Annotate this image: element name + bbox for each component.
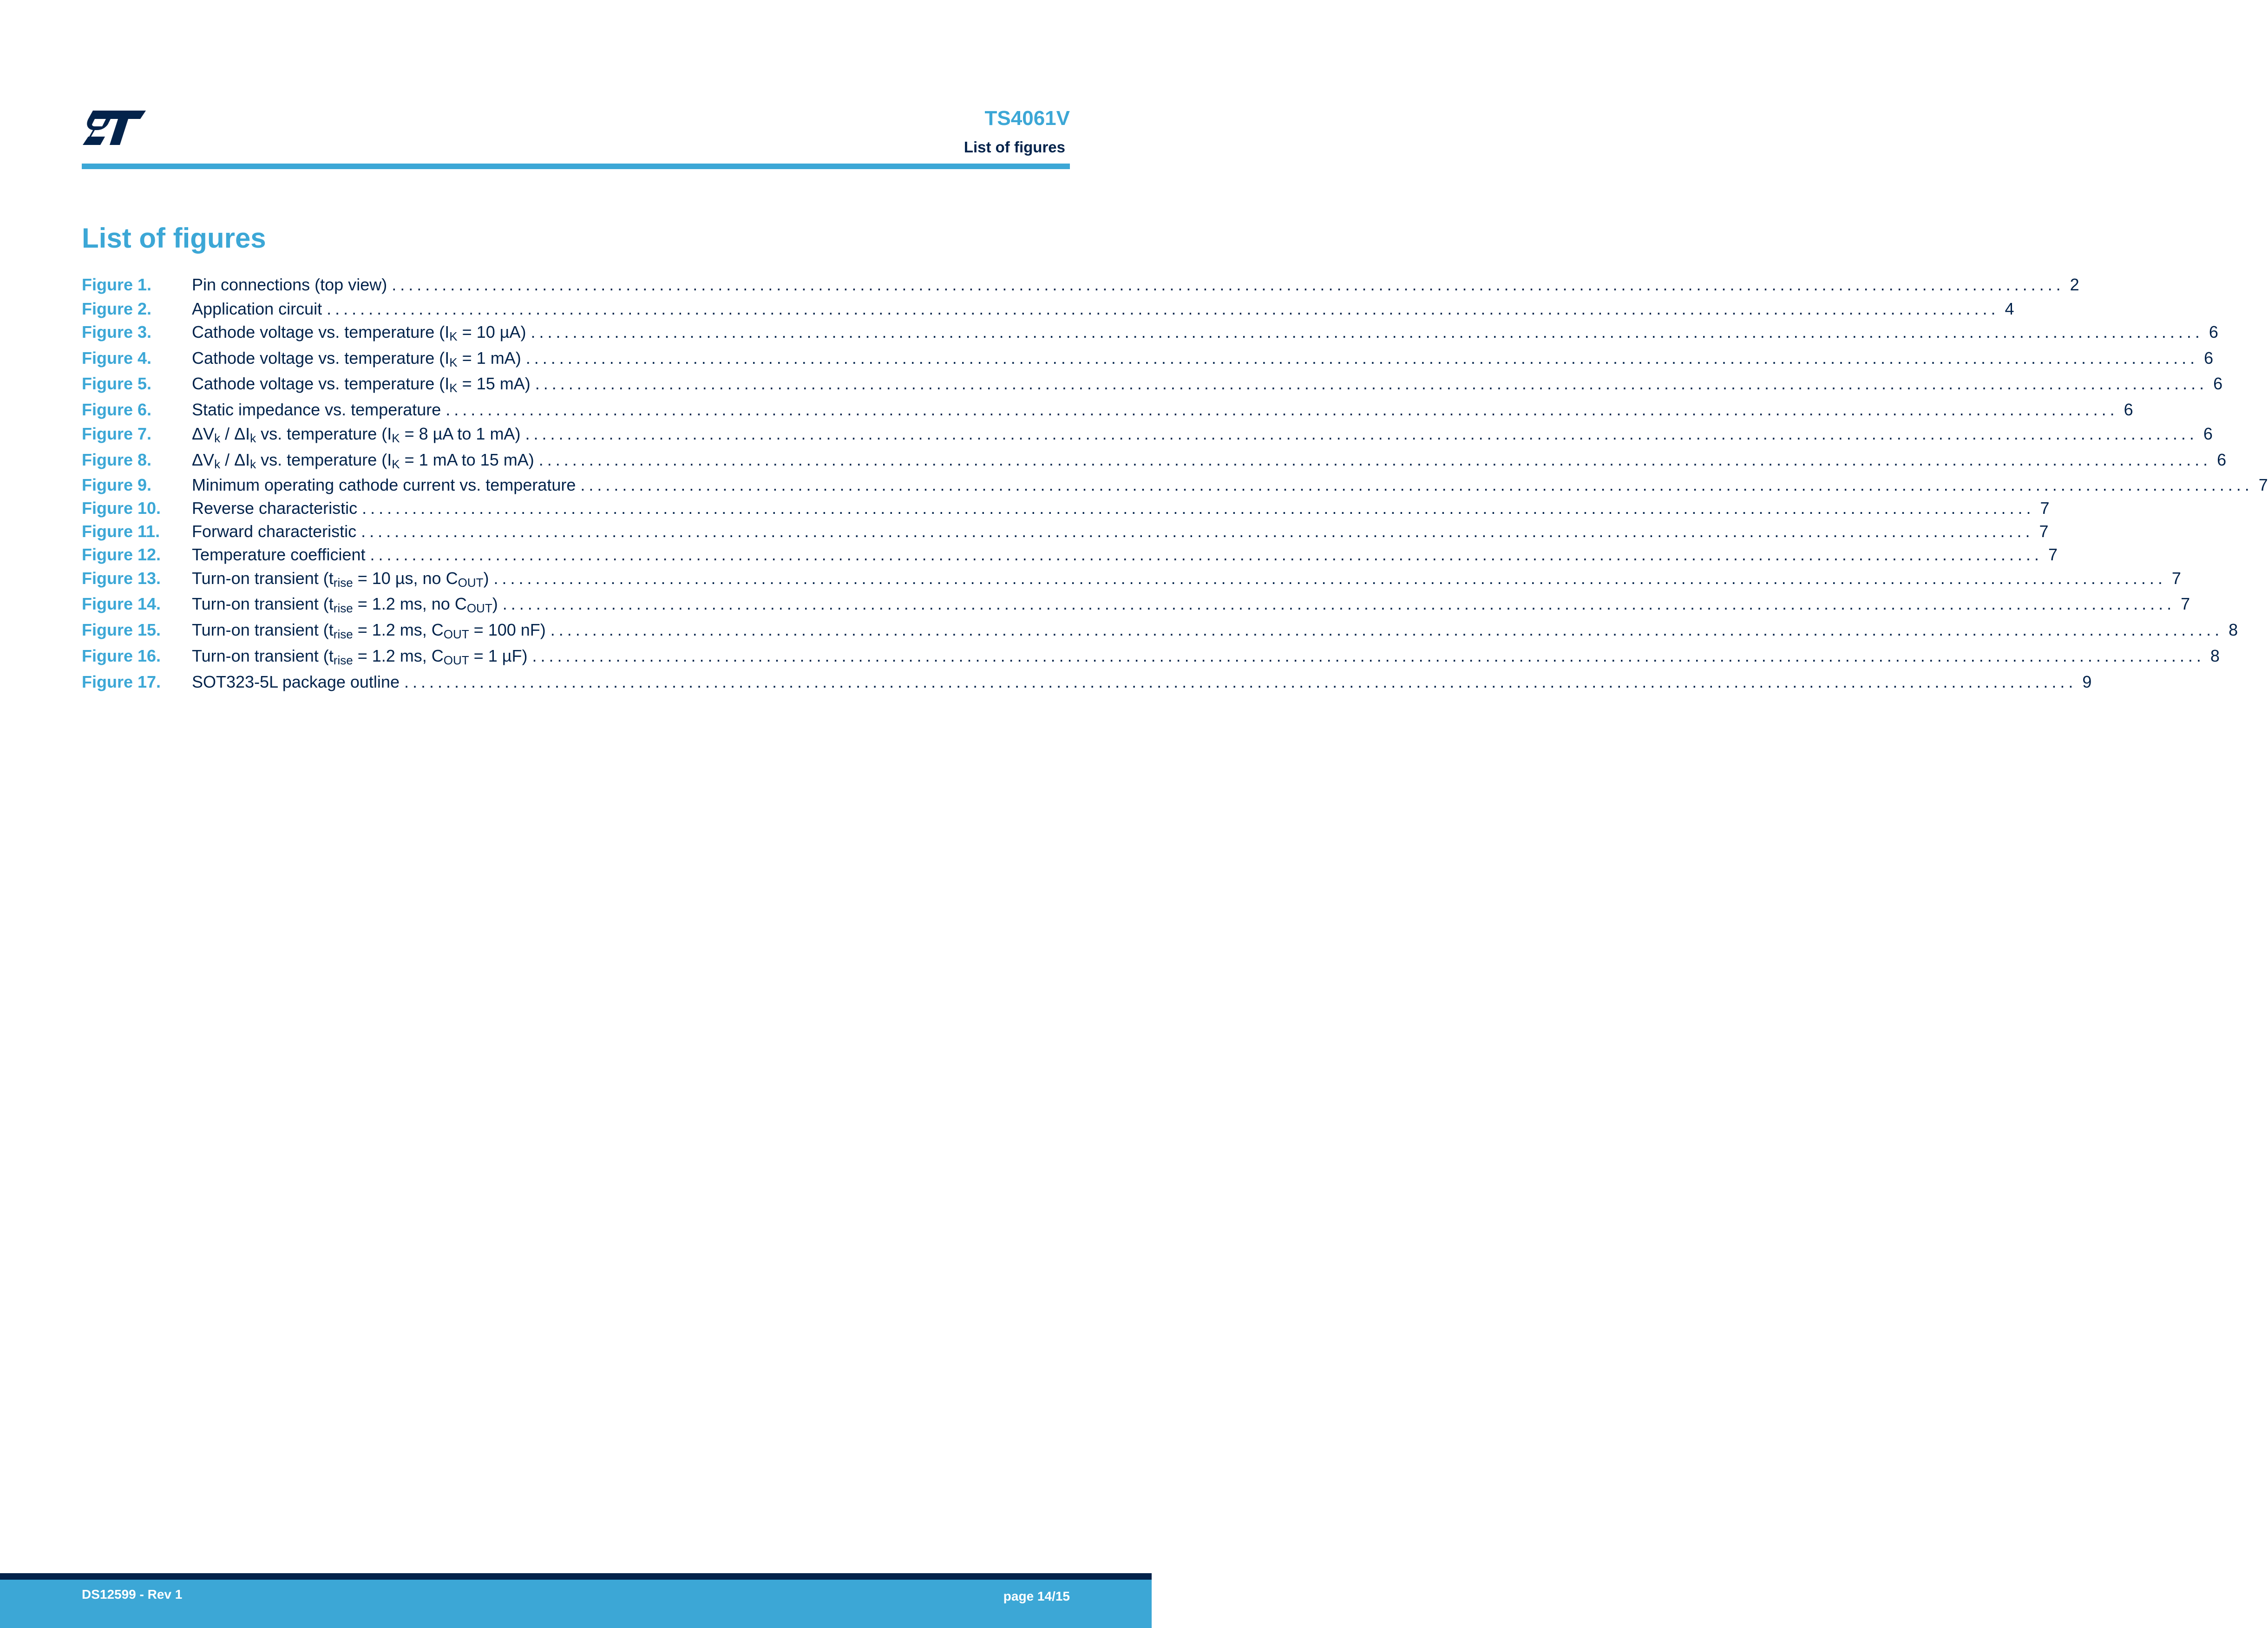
title-text: Reverse characteristic (192, 499, 358, 518)
figure-title[interactable] (192, 475, 576, 495)
section-title: List of figures (964, 138, 1065, 156)
figure-entry[interactable] (82, 400, 2133, 423)
figure-number[interactable]: Figure 3. (82, 322, 152, 341)
figure-title[interactable] (192, 374, 531, 394)
dot-leader: ........................................................................................................................................................................................................ (327, 299, 1999, 318)
title-text: = 10 µA) (457, 322, 526, 341)
title-subscript: OUT (443, 627, 469, 641)
figure-entry[interactable] (82, 499, 2050, 522)
figure-number[interactable]: Figure 17. (82, 672, 161, 691)
figure-number[interactable]: Figure 10. (82, 499, 161, 518)
dot-leader: ........................................................................................................................................................................................................ (502, 594, 2176, 613)
figure-entry[interactable] (82, 450, 2227, 473)
figure-entry[interactable] (82, 299, 2014, 322)
st-logo (82, 110, 148, 146)
title-text: Turn-on transient (t (192, 594, 334, 613)
title-subscript: OUT (458, 576, 484, 590)
title-subscript: OUT (443, 653, 469, 667)
title-text: Forward characteristic (192, 522, 357, 541)
title-subscript: rise (333, 576, 353, 590)
figure-page-number[interactable]: 7 (2039, 522, 2049, 541)
dot-leader: ........................................................................................................................................................................................................ (532, 646, 2205, 665)
header-rule (82, 164, 1070, 169)
title-text: Cathode voltage vs. temperature (I (192, 322, 450, 341)
title-subscript: K (392, 457, 400, 471)
title-text: Static impedance vs. temperature (192, 400, 441, 419)
figure-entry[interactable] (82, 569, 2181, 592)
figure-page-number[interactable]: 7 (2171, 569, 2181, 588)
figure-page-number[interactable]: 2 (2070, 275, 2079, 294)
title-subscript: rise (333, 601, 353, 615)
figure-entry[interactable] (82, 594, 2190, 617)
dot-leader: ........................................................................................................................................................................................................ (580, 475, 2253, 494)
figure-number[interactable]: Figure 4. (82, 348, 152, 368)
title-text: = 8 µA to 1 mA) (400, 424, 521, 443)
figure-number[interactable]: Figure 5. (82, 374, 152, 393)
title-subscript: K (392, 431, 400, 445)
dot-leader: ........................................................................................................................................................................................................ (361, 522, 2034, 541)
footer-doc-id: DS12599 - Rev 1 (82, 1587, 183, 1602)
figure-title[interactable] (192, 522, 356, 541)
title-text: / ΔI (220, 424, 250, 443)
title-subscript: rise (333, 653, 353, 667)
figure-number[interactable]: Figure 7. (82, 424, 152, 443)
figure-page-number[interactable]: 4 (2005, 299, 2014, 318)
title-text: ) (492, 594, 498, 613)
figure-number[interactable]: Figure 16. (82, 646, 161, 665)
dot-leader: ........................................................................................................................................................................................................ (525, 424, 2198, 443)
figure-page-number[interactable]: 6 (2124, 400, 2133, 419)
figure-entry[interactable] (82, 522, 2049, 545)
title-subscript: k (250, 457, 256, 471)
title-text: SOT323-5L package outline (192, 672, 400, 691)
title-subscript: k (214, 457, 221, 471)
title-text: ) (483, 569, 489, 588)
title-text: Application circuit (192, 299, 322, 318)
figure-page-number[interactable]: 8 (2210, 646, 2220, 665)
figure-page-number[interactable]: 8 (2229, 620, 2238, 639)
title-subscript: K (449, 355, 458, 369)
title-text: = 1.2 ms, C (353, 620, 444, 639)
title-text: Minimum operating cathode current vs. temperature (192, 475, 576, 494)
title-text: Turn-on transient (t (192, 620, 334, 639)
dot-leader: ........................................................................................................................................................................................................ (550, 620, 2223, 639)
figure-number[interactable]: Figure 12. (82, 545, 161, 564)
figure-number[interactable]: Figure 6. (82, 400, 152, 419)
figure-page-number[interactable]: 6 (2217, 450, 2227, 469)
title-text: = 15 mA) (457, 374, 531, 393)
document-title: TS4061V (984, 107, 1070, 130)
figure-page-number[interactable]: 9 (2082, 672, 2092, 691)
figure-number[interactable]: Figure 15. (82, 620, 161, 639)
figure-number[interactable]: Figure 8. (82, 450, 152, 469)
title-text: = 100 nF) (469, 620, 546, 639)
title-text: / ΔI (220, 450, 250, 469)
figure-number[interactable]: Figure 11. (82, 522, 160, 541)
figure-page-number[interactable]: 7 (2181, 594, 2190, 613)
figure-entry[interactable] (82, 348, 2214, 372)
title-subscript: k (250, 431, 256, 445)
title-text: vs. temperature (I (256, 424, 392, 443)
dot-leader: ........................................................................................................................................................................................................ (538, 450, 2212, 469)
page-title: List of figures (82, 223, 266, 254)
figure-entry[interactable] (82, 322, 2218, 346)
figure-title[interactable] (192, 672, 400, 692)
figure-page-number[interactable]: 7 (2048, 545, 2058, 564)
figure-title[interactable] (192, 275, 387, 295)
figure-number[interactable]: Figure 1. (82, 275, 152, 294)
figure-title[interactable] (192, 322, 526, 342)
dot-leader: ........................................................................................................................................................................................................ (525, 348, 2199, 368)
figure-page-number[interactable]: 6 (2203, 424, 2213, 443)
figure-entry[interactable] (82, 620, 2238, 643)
figure-entry[interactable] (82, 646, 2220, 670)
figure-entry[interactable] (82, 424, 2213, 447)
title-text: = 1 µF) (469, 646, 528, 665)
figure-page-number[interactable]: 7 (2258, 475, 2268, 494)
figure-title[interactable] (192, 569, 489, 588)
figure-entry[interactable] (82, 374, 2223, 397)
figure-entry[interactable] (82, 475, 2268, 499)
title-text: Turn-on transient (t (192, 646, 334, 665)
title-subscript: K (449, 329, 458, 343)
figure-title[interactable] (192, 299, 322, 319)
dot-leader: ........................................................................................................................................................................................................ (370, 545, 2043, 564)
title-text: ΔV (192, 450, 215, 469)
title-text: = 1.2 ms, C (353, 646, 444, 665)
title-text: = 1 mA) (457, 348, 521, 368)
dot-leader: ........................................................................................................................................................................................................ (404, 672, 2077, 691)
figure-title[interactable] (192, 348, 521, 368)
figure-page-number[interactable]: 6 (2213, 374, 2223, 393)
title-text: = 10 µs, no C (353, 569, 458, 588)
figure-title[interactable] (192, 646, 527, 666)
figure-title[interactable] (192, 499, 357, 518)
figure-title[interactable] (192, 545, 366, 565)
figure-number[interactable]: Figure 14. (82, 594, 161, 613)
footer-page-number: page 14/15 (1003, 1589, 1070, 1603)
figure-title[interactable] (192, 424, 520, 444)
title-text: vs. temperature (I (256, 450, 392, 469)
title-text: ΔV (192, 424, 215, 443)
dot-leader: ........................................................................................................................................................................................................ (362, 499, 2035, 518)
figure-title[interactable] (192, 450, 534, 470)
dot-leader: ........................................................................................................................................................................................................ (493, 569, 2166, 588)
figure-page-number[interactable]: 6 (2204, 348, 2214, 368)
title-text: Turn-on transient (t (192, 569, 334, 588)
figure-entry[interactable] (82, 672, 2092, 696)
title-text: Cathode voltage vs. temperature (I (192, 374, 450, 393)
figure-title[interactable] (192, 594, 498, 614)
title-text: = 1 mA to 15 mA) (400, 450, 534, 469)
title-text: = 1.2 ms, no C (353, 594, 467, 613)
figure-entry[interactable] (82, 545, 2058, 568)
title-subscript: K (449, 381, 458, 395)
figure-page-number[interactable]: 6 (2209, 322, 2218, 341)
dot-leader: ........................................................................................................................................................................................................ (531, 322, 2203, 341)
title-subscript: OUT (466, 601, 492, 615)
footer-rule (0, 1573, 1152, 1580)
title-text: Cathode voltage vs. temperature (I (192, 348, 450, 368)
figure-page-number[interactable]: 7 (2040, 499, 2050, 518)
figure-number[interactable]: Figure 2. (82, 299, 152, 318)
figure-number[interactable]: Figure 13. (82, 569, 161, 588)
dot-leader: ........................................................................................................................................................................................................ (446, 400, 2118, 419)
title-text: Pin connections (top view) (192, 275, 387, 294)
dot-leader: ........................................................................................................................................................................................................ (535, 374, 2208, 393)
figure-number[interactable]: Figure 9. (82, 475, 152, 494)
figure-title[interactable] (192, 620, 546, 640)
figure-title[interactable] (192, 400, 441, 420)
dot-leader: ........................................................................................................................................................................................................ (392, 275, 2065, 294)
figure-entry[interactable] (82, 275, 2079, 298)
title-text: Temperature coefficient (192, 545, 366, 564)
title-subscript: rise (333, 627, 353, 641)
title-subscript: k (214, 431, 221, 445)
